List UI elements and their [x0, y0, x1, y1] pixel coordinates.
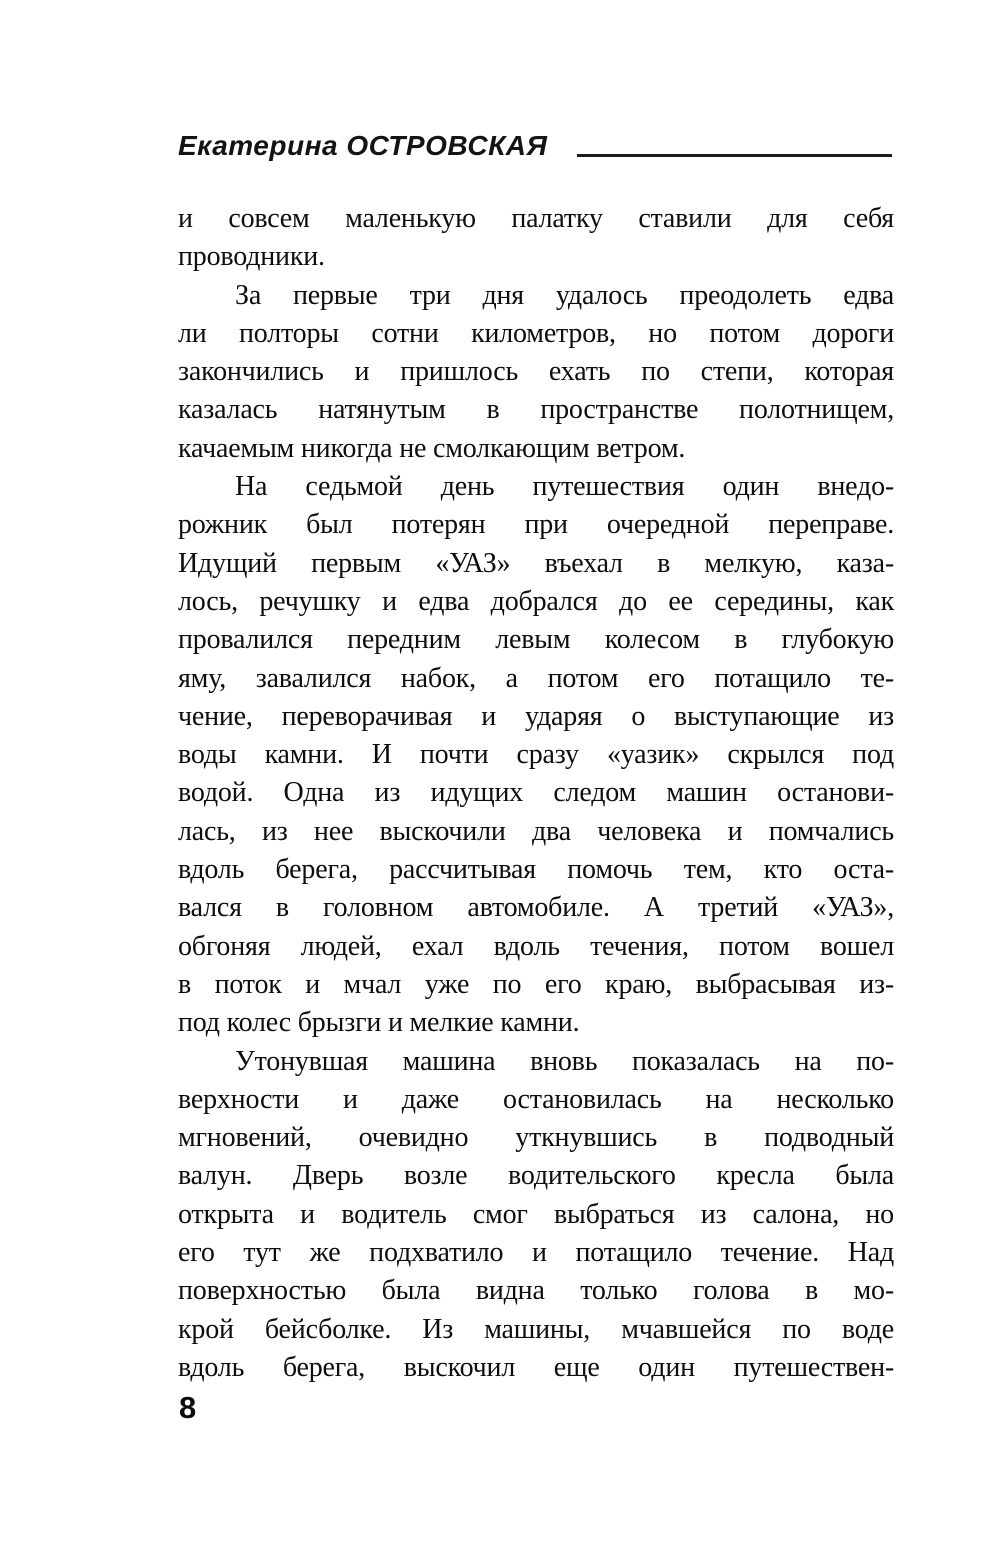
text-line: водой. Одна из идущих следом машин останови- [178, 777, 894, 809]
paragraph [178, 277, 894, 468]
paragraph [178, 468, 894, 1042]
text-line: вдоль берега, выскочил еще один путешествен- [178, 1351, 894, 1383]
text-line: чение, переворачивая и ударяя о выступающие из [178, 700, 894, 732]
page-number: 8 [179, 1390, 197, 1425]
text-line: качаемым никогда не смолкающим ветром. [178, 432, 686, 464]
text-line: провалился передним левым колесом в глубокую [178, 624, 894, 656]
text-line: На седьмой день путешествия один внедо- [235, 471, 894, 503]
text-line: его тут же подхватило и потащило течение. Над [178, 1237, 894, 1269]
text-line: проводники. [178, 241, 325, 273]
header-rule [577, 154, 892, 157]
text-line: верхности и даже остановилась на несколько [178, 1083, 894, 1115]
body-text [178, 200, 894, 1387]
text-line: закончились и пришлось ехать по степи, которая [178, 356, 894, 388]
text-line: обгоняя людей, ехал вдоль течения, потом вошел [178, 930, 894, 962]
text-line: вался в головном автомобиле. А третий «УАЗ», [178, 892, 894, 924]
text-line: Утонувшая машина вновь показалась на по- [235, 1045, 894, 1077]
text-line: в поток и мчал уже по его краю, выбрасывая из- [178, 968, 894, 1000]
text-line: лось, речушку и едва добрался до ее середины, как [178, 585, 894, 617]
text-line: валун. Дверь возле водительского кресла была [178, 1160, 894, 1192]
text-line: вдоль берега, рассчитывая помочь тем, кто оста- [178, 854, 894, 886]
text-line: мгновений, очевидно уткнувшись в подводный [178, 1122, 894, 1154]
text-line: казалась натянутым в пространстве полотнищем, [178, 394, 894, 426]
text-line: яму, завалился набок, а потом его потащило те- [178, 662, 894, 694]
paragraph [178, 1043, 894, 1388]
paragraph [178, 200, 894, 277]
page-header [178, 130, 892, 162]
text-line: открыта и водитель смог выбраться из салона, но [178, 1198, 894, 1230]
text-line: ли полторы сотни километров, но потом дороги [178, 317, 894, 349]
author-name: Екатерина ОСТРОВСКАЯ [178, 130, 548, 161]
text-line: поверхностью была видна только голова в мо- [178, 1275, 894, 1307]
text-line: под колес брызги и мелкие камни. [178, 1007, 580, 1039]
text-line: рожник был потерян при очередной переправе. [178, 509, 894, 541]
text-line: Идущий первым «УАЗ» въехал в мелкую, каза- [178, 547, 894, 579]
text-line: крой бейсболке. Из машины, мчавшейся по воде [178, 1313, 894, 1345]
text-line: лась, из нее выскочили два человека и помчались [178, 815, 894, 847]
text-line: и совсем маленькую палатку ставили для себя [178, 203, 894, 234]
text-line: воды камни. И почти сразу «уазик» скрылся под [178, 739, 894, 771]
text-line: За первые три дня удалось преодолеть едва [235, 279, 894, 311]
